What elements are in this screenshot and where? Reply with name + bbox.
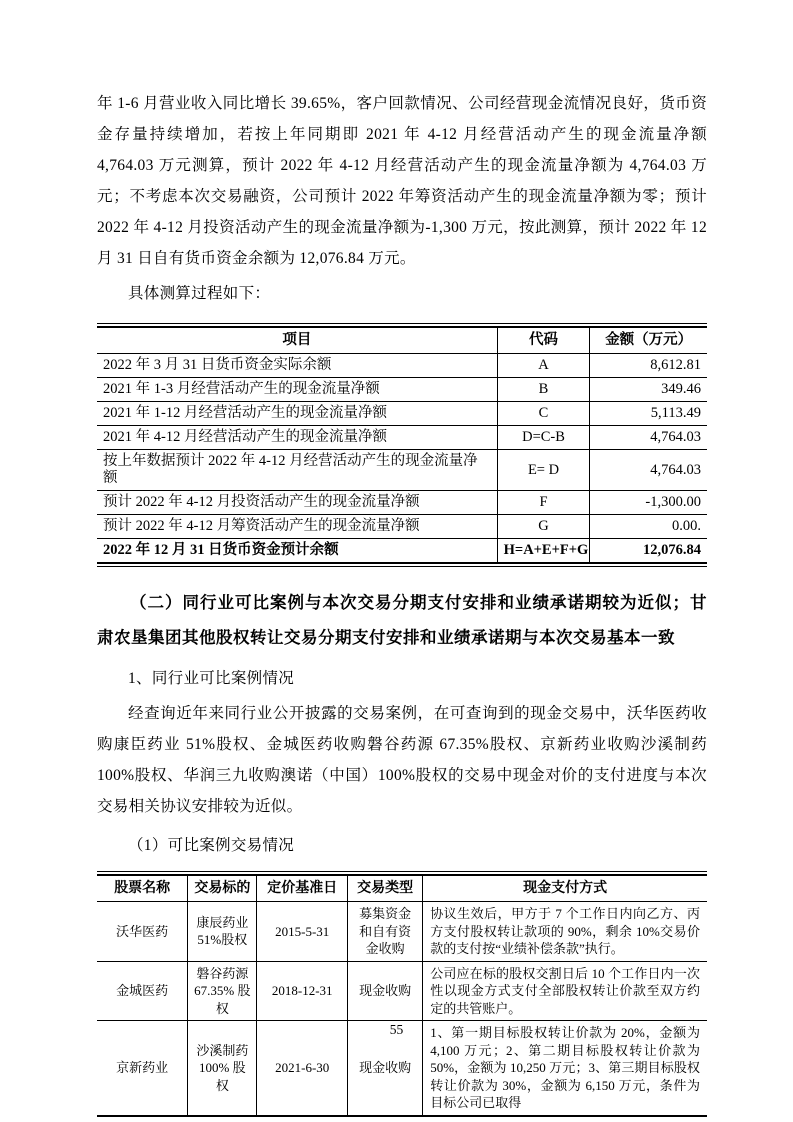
table-row xyxy=(97,354,707,378)
table2-header-stock-name: 股票名称 xyxy=(97,875,188,902)
comparable-cases-table xyxy=(97,871,707,1117)
table2-header-row xyxy=(97,875,707,902)
table2-header-pricing-date: 定价基准日 xyxy=(257,875,348,902)
table1-cell-item: 2021 年 1-12 月经营活动产生的现金流量净额 xyxy=(97,402,497,426)
subsection-heading-comparable-case-details: （1）可比案例交易情况 xyxy=(128,837,295,854)
table1-cell-code: D=C-B xyxy=(497,426,590,450)
table1-cell-item: 预计 2022 年 4-12 月筹资活动产生的现金流量净额 xyxy=(97,515,497,539)
table-row xyxy=(97,426,707,450)
section-heading-comparable-cases: （二）同行业可比案例与本次交易分期支付安排和业绩承诺期较为近似；甘肃农垦集团其他股权转让交易分期支付安排和业绩承诺期与本次交易基本一致 xyxy=(97,593,707,647)
table2-cell-target: 磐谷药源 67.35% 股权 xyxy=(188,961,257,1021)
table2-cell-stock-name: 金城医药 xyxy=(97,961,188,1021)
table1-cell-amount: 5,113.49 xyxy=(590,402,707,426)
table2-cell-stock-name: 京新药业 xyxy=(97,1021,188,1116)
table1-cell-amount: 4,764.03 xyxy=(590,426,707,450)
table2-cell-pricing-date: 2015-5-31 xyxy=(257,902,348,962)
table1-header-item: 项目 xyxy=(97,327,497,354)
table1-cell-amount: 12,076.84 xyxy=(590,539,707,564)
table1-cell-code: H=A+E+F+G xyxy=(497,539,590,564)
table1-cell-code: B xyxy=(497,378,590,402)
table2-cell-pricing-date: 2018-12-31 xyxy=(257,961,348,1021)
table2-cell-pricing-date: 2021-6-30 xyxy=(257,1021,348,1116)
table2-cell-payment-method: 协议生效后，甲方于 7 个工作日内向乙方、丙方支付股权转让款项的 90%，剩余 10%交易价款的支付按“业绩补偿条款”执行。 xyxy=(423,902,707,962)
table1-cell-code: C xyxy=(497,402,590,426)
table-row xyxy=(97,402,707,426)
table1-header-code: 代码 xyxy=(497,327,590,354)
table-row xyxy=(97,378,707,402)
table1-cell-code: A xyxy=(497,354,590,378)
table2-cell-deal-type: 现金收购 xyxy=(348,961,423,1021)
table1-cell-code: G xyxy=(497,515,590,539)
table1-cell-item: 按上年数据预计 2022 年 4-12 月经营活动产生的现金流量净额 xyxy=(97,450,497,491)
table2-cell-payment-method: 1、第一期目标股权转让价款为 20%，金额为 4,100 万元；2、第二期目标股权转让价款为 50%，金额为 10,250 万元；3、第三期目标股权转让价款为 30%，金额为 6,150 万元，条件为目标公司已取得 xyxy=(423,1021,707,1116)
table1-cell-amount: 349.46 xyxy=(590,378,707,402)
table1-cell-amount: 0.00. xyxy=(590,515,707,539)
table2-cell-deal-type: 募集资金和自有资金收购 xyxy=(348,902,423,962)
paragraph-cashflow-forecast: 年 1-6 月营业收入同比增长 39.65%，客户回款情况、公司经营现金流情况良好，货币资金存量持续增加，若按上年同期即 2021 年 4-12 月经营活动产生的现金流量净额 4,764.03 万元测算，预计 2022 年 4-12 月经营活动产生的现金流量净额为 4,764.03 万元；不考虑本次交易融资，公司预计 2022 年筹资活动产生的现金流量净额为零；预计 2022 年 4-12 月投资活动产生的现金流量净额为-1,300 万元，按此测算，预计 2022 年 12 月 31 日自有货币资金余额为 12,076.84 万元。 xyxy=(97,95,707,267)
cash-balance-forecast-table xyxy=(97,323,707,567)
table1-cell-amount: 8,612.81 xyxy=(590,354,707,378)
table2-header-target: 交易标的 xyxy=(188,875,257,902)
table-row xyxy=(97,515,707,539)
table1-cell-code: F xyxy=(497,491,590,515)
table2-cell-target: 康辰药业 51%股权 xyxy=(188,902,257,962)
table1-cell-item: 2021 年 1-3 月经营活动产生的现金流量净额 xyxy=(97,378,497,402)
page-number: 55 xyxy=(389,1022,404,1037)
table2-cell-deal-type: 现金收购 xyxy=(348,1021,423,1116)
table1-cell-item: 预计 2022 年 4-12 月投资活动产生的现金流量净额 xyxy=(97,491,497,515)
table2-cell-payment-method: 公司应在标的股权交割日后 10 个工作日内一次性以现金方式支付全部股权转让价款至双方约定的共管账户。 xyxy=(423,961,707,1021)
table1-cell-item: 2021 年 4-12 月经营活动产生的现金流量净额 xyxy=(97,426,497,450)
table1-header-row xyxy=(97,327,707,354)
table2-cell-stock-name: 沃华医药 xyxy=(97,902,188,962)
table1-header-amount: 金额（万元） xyxy=(590,327,707,354)
table1-cell-amount: 4,764.03 xyxy=(590,450,707,491)
table1-cell-item: 2022 年 12 月 31 日货币资金预计余额 xyxy=(97,539,497,564)
paragraph-calculation-intro: 具体测算过程如下： xyxy=(128,285,271,302)
table1-cell-amount: -1,300.00 xyxy=(590,491,707,515)
table-row xyxy=(97,491,707,515)
subsection-heading-industry-comparables: 1、同行业可比案例情况 xyxy=(128,670,295,687)
table1-cell-item: 2022 年 3 月 31 日货币资金实际余额 xyxy=(97,354,497,378)
table2-header-deal-type: 交易类型 xyxy=(348,875,423,902)
table-row xyxy=(97,902,707,962)
table2-header-payment-method: 现金支付方式 xyxy=(423,875,707,902)
table-row-total xyxy=(97,539,707,564)
table2-cell-target: 沙溪制药 100% 股权 xyxy=(188,1021,257,1116)
table1-cell-code: E= D xyxy=(497,450,590,491)
table-row xyxy=(97,961,707,1021)
paragraph-comparable-transactions: 经查询近年来同行业公开披露的交易案例，在可查询到的现金交易中，沃华医药收购康臣药业 51%股权、金城医药收购磐谷药源 67.35%股权、京新药业收购沙溪制药 100%股权、华润三九收购澳诺（中国）100%股权的交易中现金对价的支付进度与本次交易相关协议安排较为近似。 xyxy=(97,705,707,815)
table-row xyxy=(97,450,707,491)
